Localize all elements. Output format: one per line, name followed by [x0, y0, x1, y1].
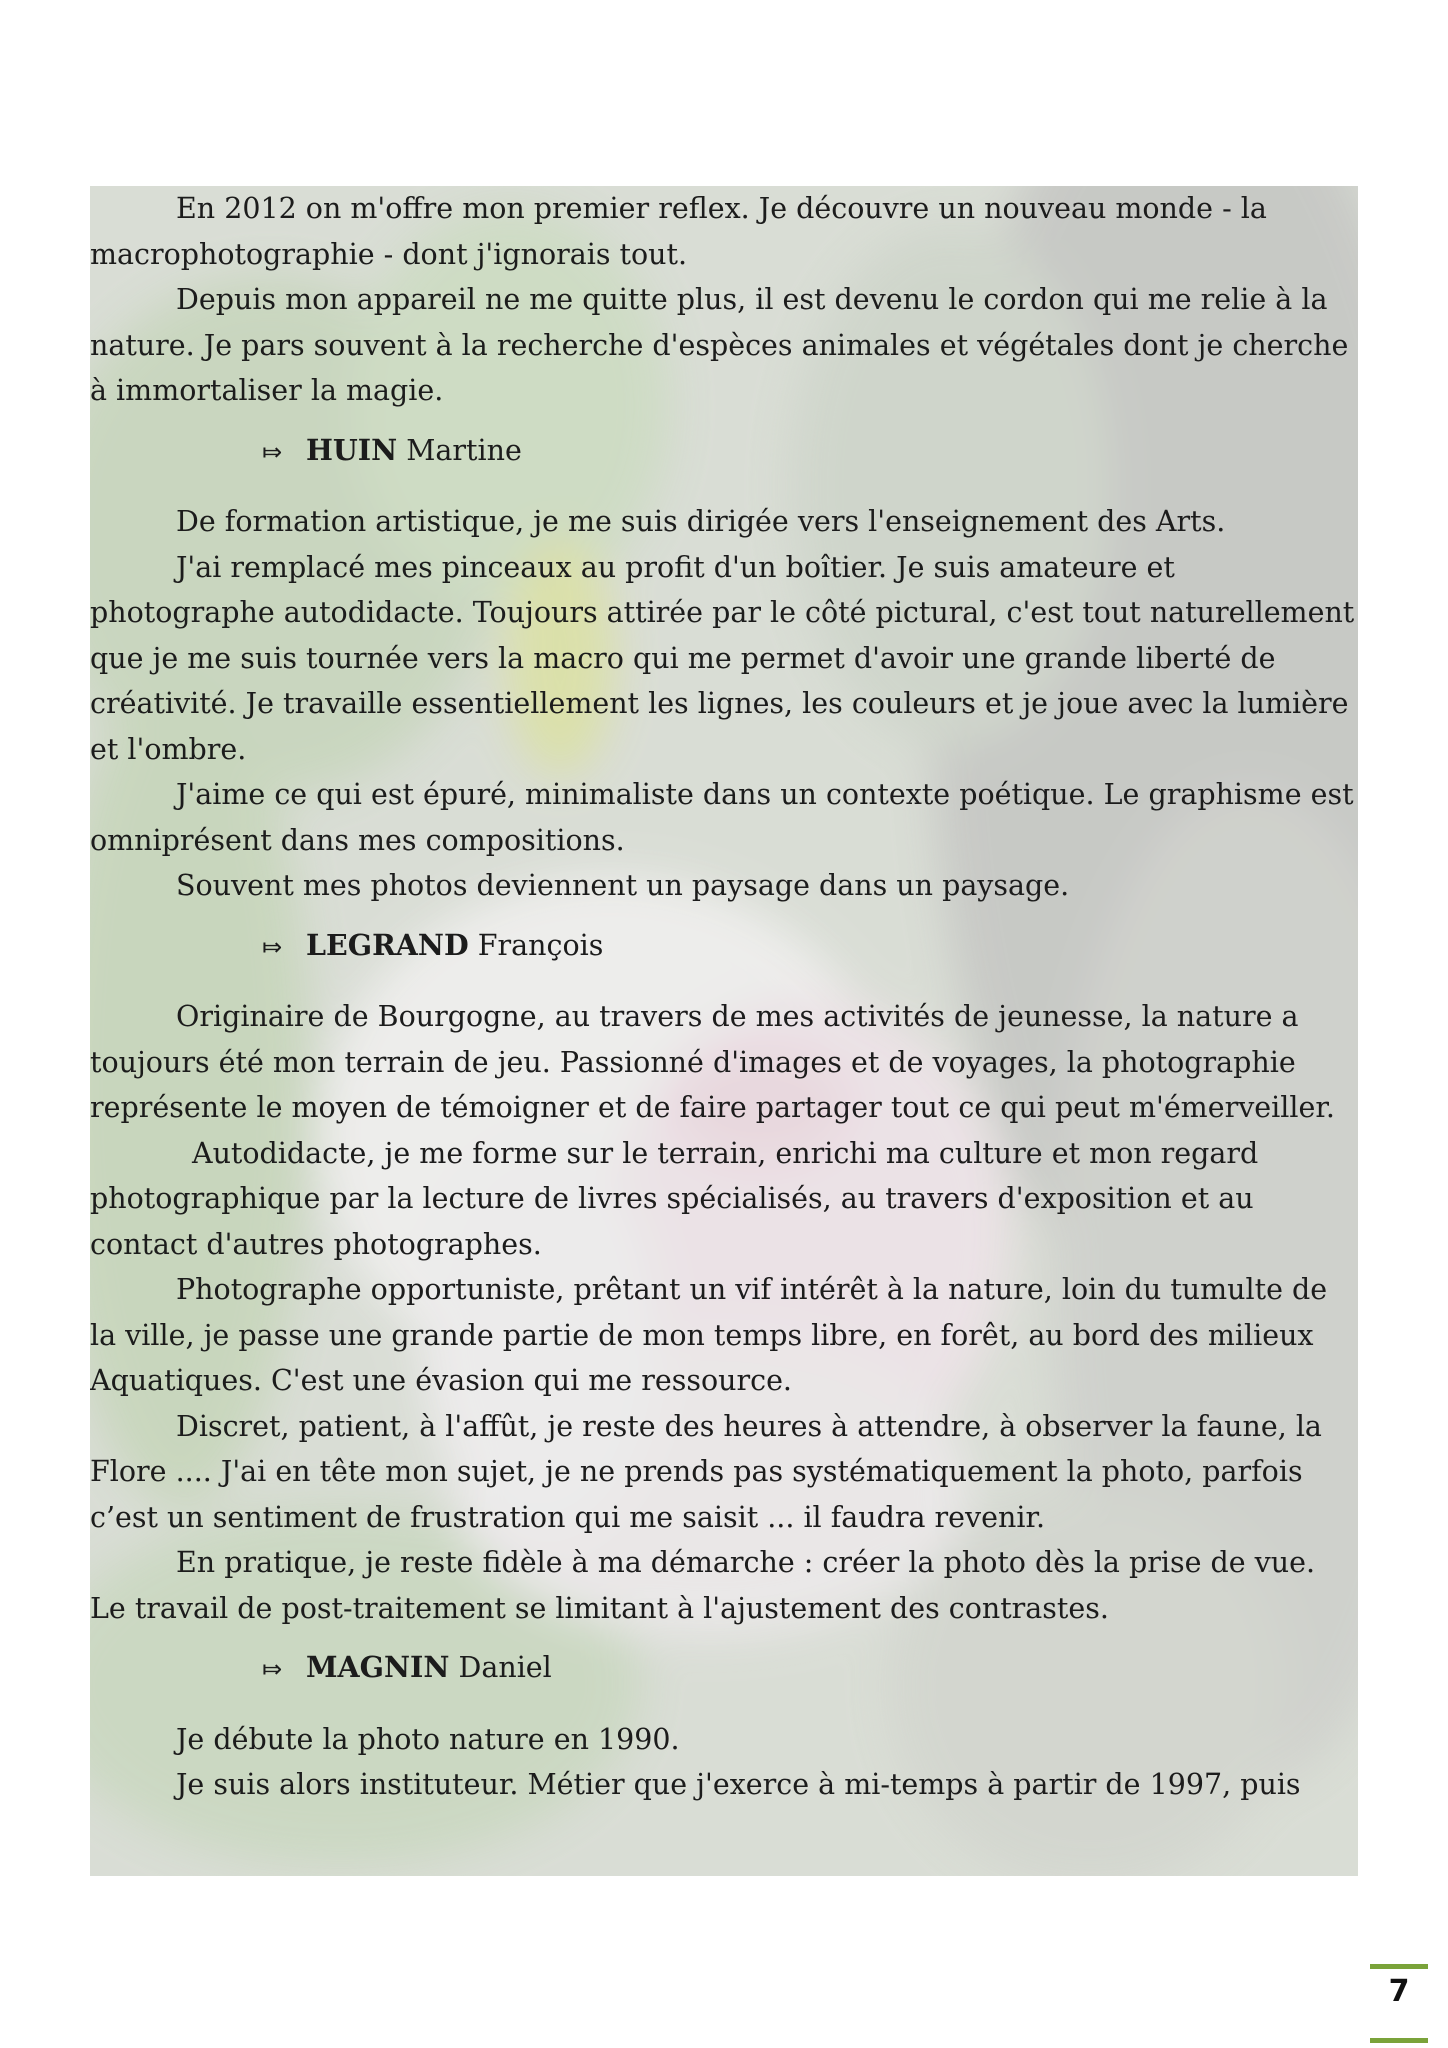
paragraph: Photographe opportuniste, prêtant un vif intérêt à la nature, loin du tumulte de la ville, je passe une grande partie de mon temps libre, en forêt, au bord des milieux Aquatiques. C'est une évasion qui me ressource.: [90, 1273, 1328, 1397]
photographer-name-legrand: [90, 923, 1358, 971]
paragraph: Autodidacte, je me forme sur le terrain, enrichi ma culture et mon regard photographique par la lecture de livres spécialisés, au travers d'exposition et au contact d'autres photographes.: [90, 1136, 1259, 1261]
paragraph: Discret, patient, à l'affût, je reste des heures à attendre, à observer la faune, la Flore .... J'ai en tête mon sujet, je ne prends pas systématiquement la photo, parfois c’est un sentiment de frustration qui me saisit ... il faudra revenir.: [90, 1409, 1322, 1534]
firstname: Martine: [406, 433, 522, 467]
page-number-bottom-rule: [1370, 2038, 1428, 2043]
paragraph: J'ai remplacé mes pinceaux au profit d'un boîtier. Je suis amateure et photographe autodidacte. Toujours attirée par le côté pictural, c'est tout naturellement que je me suis tournée vers la macro qui me permet d'avoir une grande liberté de créativité. Je travaille essentiellement les lignes, les couleurs et je joue avec la lumière et l'ombre.: [90, 550, 1355, 766]
firstname: François: [477, 928, 604, 962]
arrow-bullet-icon: ⤇: [262, 1655, 283, 1683]
paragraph: Je débute la photo nature en 1990.: [176, 1722, 680, 1756]
paragraph: De formation artistique, je me suis dirigée vers l'enseignement des Arts.: [176, 505, 1226, 538]
surname: HUIN: [306, 432, 398, 467]
arrow-bullet-icon: ⤇: [262, 932, 283, 961]
paragraph: En pratique, je reste fidèle à ma démarche : créer la photo dès la prise de vue. Le travail de post-traitement se limitant à l'ajustement des contrastes.: [90, 1546, 1316, 1625]
paragraph: En 2012 on m'offre mon premier reflex. Je découvre un nouveau monde - la macrophotographie - dont j'ignorais tout.: [90, 192, 1267, 271]
surname: MAGNIN: [306, 1650, 450, 1684]
paragraph: Je suis alors instituteur. Métier que j'exerce à mi-temps à partir de 1997, puis: [176, 1768, 1301, 1801]
surname: LEGRAND: [306, 927, 469, 962]
arrow-bullet-icon: ⤇: [262, 437, 283, 466]
page-number-top-rule: [1370, 1964, 1428, 1969]
photographer-name-magnin: [90, 1645, 1358, 1693]
paragraph: Souvent mes photos deviennent un paysage dans un paysage.: [176, 869, 1070, 902]
text-panel: [90, 186, 1358, 1876]
paragraph: Originaire de Bourgogne, au travers de mes activités de jeunesse, la nature a toujours été mon terrain de jeu. Passionné d'images et de voyages, la photographie représente le moyen de témoigner et de faire partager tout ce qui peut m'émerveiller.: [90, 1000, 1335, 1124]
paragraph: Depuis mon appareil ne me quitte plus, il est devenu le cordon qui me relie à la nature. Je pars souvent à la recherche d'espèces animales et végétales dont je cherche à immortaliser la magie.: [90, 283, 1349, 407]
paragraph: J'aime ce qui est épuré, minimaliste dans un contexte poétique. Le graphisme est omniprésent dans mes compositions.: [90, 778, 1354, 857]
firstname: Daniel: [458, 1651, 552, 1684]
photographer-name-huin: [90, 428, 1358, 476]
page-number: 7: [1388, 1974, 1410, 2009]
document-body: [90, 186, 1358, 1808]
